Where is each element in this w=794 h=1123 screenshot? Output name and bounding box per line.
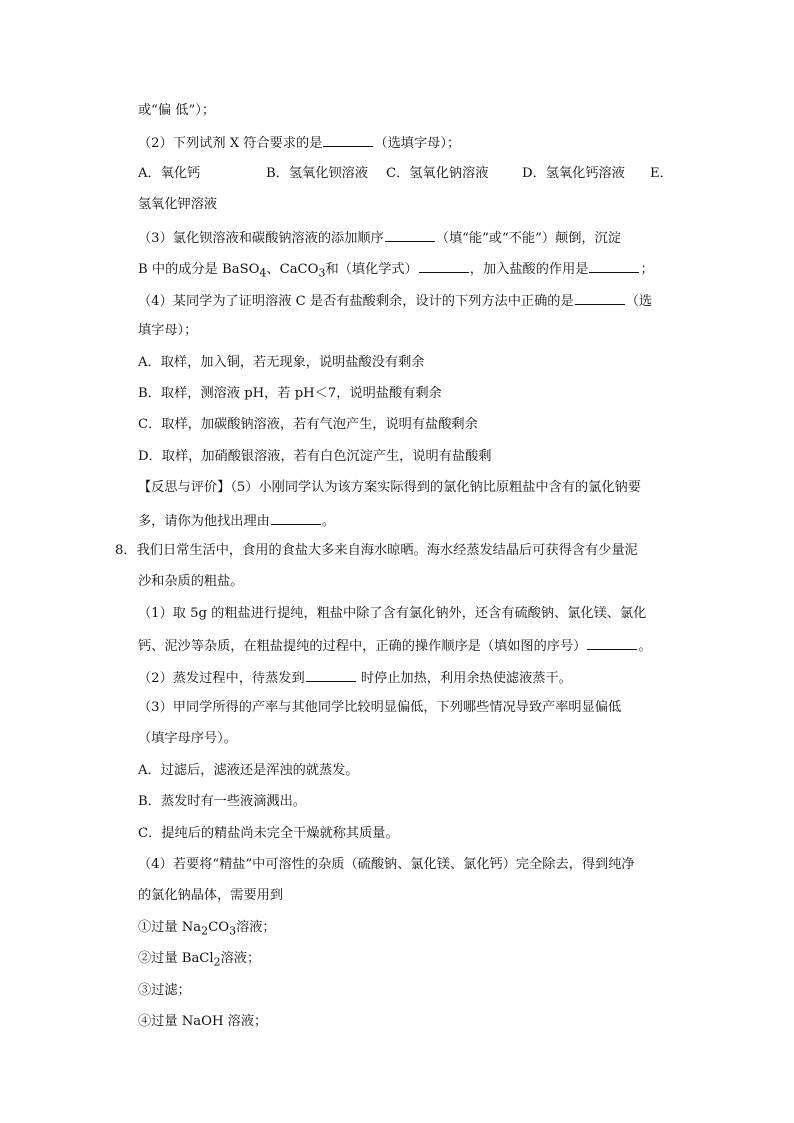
text: A．取样，加入铜，若无现象，说明盐酸没有剩余 (138, 355, 425, 370)
text: 的氯化钠晶体，需要用到 (138, 888, 284, 903)
text: （填字母序号）。 (138, 731, 237, 746)
text: 时停止加热，利用余热使滤液蒸干。 (356, 671, 572, 686)
q8-stem-line1 (115, 541, 655, 561)
text: ②过量 BaCl (138, 951, 214, 966)
q8-sub1-line2 (138, 635, 678, 657)
q7-sub4-option-a (138, 353, 678, 373)
text: （2）下列试剂 X 符合要求的是 (138, 136, 323, 151)
text: （4）某同学为了证明溶液 C 是否有盐酸剩余，设计的下列方法中正确的是 (138, 294, 574, 309)
text: 【反思与评价】（5）小刚同学认为该方案实际得到的氯化钠比原粗盐中含有的氯化钠要 (138, 480, 641, 495)
text: A．过滤后，滤液还是浑浊的就蒸发。 (138, 763, 359, 778)
q8-item-2 (138, 949, 678, 973)
subscript: 2 (201, 924, 209, 938)
option-d: D．氢氧化钙溶液 (522, 166, 625, 181)
text: （1）取 5g 的粗盐进行提纯，粗盐中除了含有氯化钠外，还含有硫酸钠、氯化镁、氯化 (138, 606, 647, 621)
text: 。 (638, 639, 652, 654)
text: 溶液； (236, 920, 276, 935)
text: 氢氧化钾溶液 (138, 197, 218, 212)
q7-sub3-line1 (138, 227, 678, 249)
q7-sub4-option-b (138, 384, 678, 404)
q8-item-3 (138, 981, 678, 1001)
q8-sub3-option-a (138, 761, 678, 781)
q7-sub2-option-e-wrap (138, 195, 678, 215)
q8-sub3-option-c (138, 824, 678, 844)
text: 钙、泥沙等杂质，在粗盐提纯的过程中，正确的操作顺序是（填如图的序号） (138, 639, 587, 654)
q8-sub3-line2 (138, 729, 678, 749)
answer-blank[interactable] (589, 258, 639, 273)
text: （3）氯化钡溶液和碳酸钠溶液的添加顺序 (138, 231, 384, 246)
q7-sub4-option-d (138, 447, 678, 467)
text: ，加入盐酸的作用是 (469, 262, 589, 277)
q8-sub3-line1 (138, 698, 678, 718)
text: C．提纯后的精盐尚未完全干燥就称其质量。 (138, 826, 399, 841)
subscript: 3 (229, 924, 237, 938)
q7-sub3-line2 (138, 258, 678, 284)
text: C．取样，加碳酸钠溶液，若有气泡产生，说明有盐酸剩余 (138, 417, 478, 432)
text: （4）若要将“精盐”中可溶性的杂质（硫酸钠、氯化镁、氯化钙）完全除去，得到纯净 (138, 857, 635, 872)
text: ①过量 Na (138, 920, 202, 935)
text: 和（填化学式） (325, 262, 418, 277)
option-c: C．氢氧化钠溶液 (386, 166, 489, 181)
q7-sub4-option-c (138, 415, 678, 435)
q7-sub2 (138, 132, 678, 154)
q8-stem-line2 (138, 572, 678, 592)
q8-sub4-line2 (138, 886, 678, 906)
q8-sub3-option-b (138, 792, 678, 812)
text: 多，请你为他找出理由 (138, 514, 270, 529)
q7-sub5-line2 (138, 510, 678, 532)
option-e: E． (650, 166, 673, 181)
answer-blank[interactable] (271, 510, 321, 525)
text: B．取样，测溶液 pH，若 pH＜7，说明盐酸有剩余 (138, 386, 442, 401)
q8-item-1 (138, 918, 678, 942)
text: 溶液； (220, 951, 261, 966)
q7-sub4-line2 (138, 321, 678, 341)
text: B．蒸发时有一些液滴溅出。 (138, 794, 306, 809)
text: ③过滤； (138, 983, 191, 998)
subscript: 4 (259, 266, 267, 280)
q7-sub4-line1 (138, 290, 678, 312)
subscript: 3 (318, 266, 326, 280)
text: B 中的成分是 BaSO (138, 262, 260, 277)
text: D．取样，加硝酸银溶液，若有白色沉淀产生，说明有盐酸剩 (138, 449, 492, 464)
text: （选填字母）； (374, 136, 461, 151)
text: 、CaCO (266, 262, 319, 277)
answer-blank[interactable] (587, 635, 637, 650)
q8-sub4-line1 (138, 855, 678, 875)
text: 填字母）； (138, 323, 198, 338)
text: （选 (625, 294, 653, 309)
answer-blank[interactable] (385, 227, 435, 242)
q7-sub5-line1 (138, 478, 678, 498)
text: CO (208, 920, 230, 935)
text: 沙和杂质的粗盐。 (138, 574, 244, 589)
text: ； (640, 262, 654, 277)
subscript: 2 (213, 955, 221, 969)
text: （2）蒸发过程中，待蒸发到 (138, 671, 305, 686)
answer-blank[interactable] (323, 132, 373, 147)
q8-sub2 (138, 667, 678, 689)
option-a: A．氧化钙 (138, 166, 201, 181)
q8-sub1-line1 (138, 604, 678, 624)
text: ④过量 NaOH 溶液； (138, 1014, 268, 1029)
text: 或“偏 低”）； (138, 103, 216, 118)
answer-blank[interactable] (306, 667, 356, 682)
option-b: B．氢氧化钡溶液 (266, 166, 369, 181)
q7-line-0 (138, 101, 678, 121)
text: 8．我们日常生活中，食用的食盐大多来自海水晾晒。海水经蒸发结晶后可获得含有少量泥 (115, 543, 638, 558)
text: （3）甲同学所得的产率与其他同学比较明显偏低，下列哪些情况导致产率明显偏低 (138, 700, 622, 715)
text: 。 (321, 514, 336, 529)
q8-item-4 (138, 1012, 678, 1032)
text: （填“能”或“不能”）颠倒，沉淀 (435, 231, 621, 246)
answer-blank[interactable] (419, 258, 469, 273)
answer-blank[interactable] (575, 290, 625, 305)
